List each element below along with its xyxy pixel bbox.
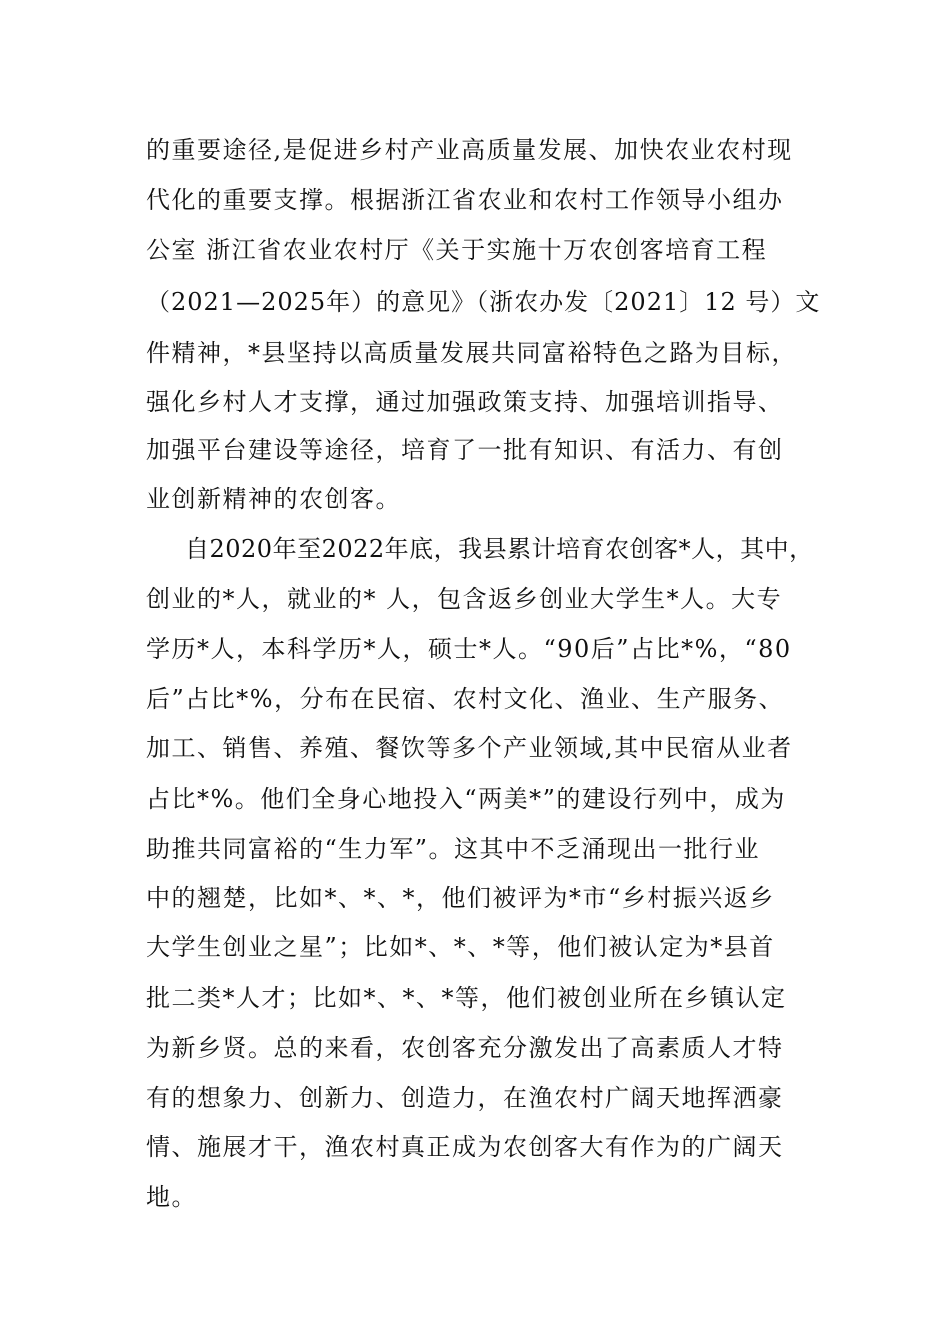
text-line: 占比*%。他们全身心地投入“两美*”的建设行列中，成为 [146,785,786,813]
text-line: 自2020年至2022年底，我县累计培育农创客*人，其中， [185,535,814,563]
text-line: 的重要途径,是促进乡村产业高质量发展、加快农业农村现 [146,136,793,164]
text-line: 地。 [146,1183,197,1211]
text-line: 加工、销售、养殖、餐饮等多个产业领域,其中民宿从业者 [146,734,793,762]
text-line: 中的翘楚，比如*、*、*，他们被评为*市“乡村振兴返乡 [146,884,775,912]
text-line: 加强平台建设等途径，培育了一批有知识、有活力、有创 [146,436,784,464]
text-line: 强化乡村人才支撑，通过加强政策支持、加强培训指导、 [146,388,784,416]
text-line: 代化的重要支撑。根据浙江省农业和农村工作领导小组办 [146,186,784,214]
text-line: 大学生创业之星”；比如*、*、*等，他们被认定为*县首 [146,933,775,961]
text-line: （2021—2025年）的意见》（浙农办发〔2021〕12 号）文 [146,288,821,316]
text-line: 公室 浙江省农业农村厅《关于实施十万农创客培育工程 [146,236,768,264]
text-line: 学历*人，本科学历*人，硕士*人。“90后”占比*%，“80 [146,635,792,663]
text-line: 后”占比*%，分布在民宿、农村文化、渔业、生产服务、 [146,685,785,713]
text-line: 情、施展才干，渔农村真正成为农创客大有作为的广阔天 [146,1133,784,1161]
text-line: 创业的*人，就业的* 人，包含返乡创业大学生*人。大专 [146,585,783,613]
text-line: 为新乡贤。总的来看，农创客充分激发出了高素质人才特 [146,1034,784,1062]
text-line: 业创新精神的农创客。 [146,485,401,513]
text-line: 件精神，*县坚持以高质量发展共同富裕特色之路为目标， [146,339,797,367]
text-line: 助推共同富裕的“生力军”。这其中不乏涌现出一批行业 [146,835,761,863]
text-line: 有的想象力、创新力、创造力，在渔农村广阔天地挥洒豪 [146,1084,784,1112]
text-line: 批二类*人才；比如*、*、*等，他们被创业所在乡镇认定 [146,984,787,1012]
